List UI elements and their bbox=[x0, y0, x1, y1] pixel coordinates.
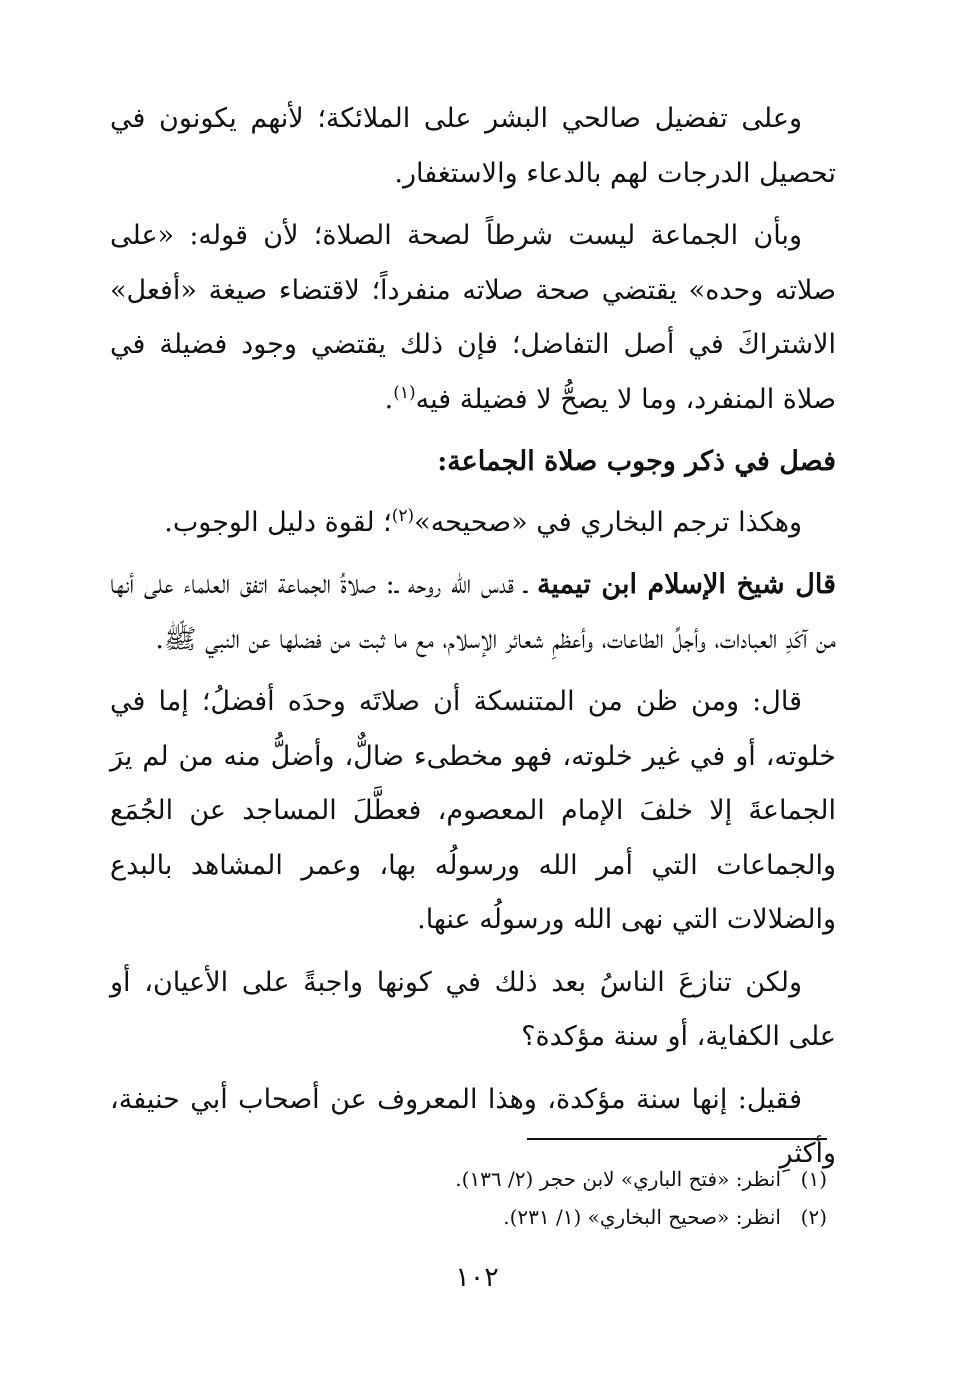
paragraph-5: قال: ومن ظن من المتنسكة أن صلاتَه وحدَه أفضلُ؛ إما في خلوته، أو في غير خلوته، فهو مخطىء ضالٌّ، وأضلُّ منه من لم يرَ الجماعةَ إلا خلفَ الإمام المعصوم، فعطَّلَ المساجد عن الجُمَع والجماعات التي أمر الله ورسولُه بها، وعمر المشاهد بالبدع والضلالات التي نهى الله ورسولُه عنها. bbox=[110, 686, 836, 935]
paragraph-4 bbox=[110, 558, 836, 667]
paragraph-6: ولكن تنازعَ الناسُ بعد ذلك في كونها واجبةً على الأعيان، أو على الكفاية، أو سنة مؤكدة؟ bbox=[110, 966, 836, 1052]
footnote-2 bbox=[300, 1198, 827, 1236]
footnote-separator bbox=[527, 1138, 827, 1140]
footnote-text: انظر: «فتح الباري» لابن حجر (٢/ ١٣٦). bbox=[455, 1167, 781, 1191]
paragraph-7: فقيل: إنها سنة مؤكدة، وهذا المعروف عن أصحاب أبي حنيفة، وأكثرِ bbox=[110, 1083, 836, 1169]
footnote-ref-2[interactable]: (٢) bbox=[391, 505, 415, 526]
page-number: ١٠٢ bbox=[455, 1262, 499, 1293]
paragraph-4-text: ـ قدس الله روحه ـ: صلاةُ الجماعة اتفق العلماء على أنها من آكَدِ العبادات، وأجلِّ الطاعات، وأعظمِ شعائر الإسلام، مع ما ثبت من فضلها عن النبي ﷺ. bbox=[110, 569, 836, 655]
quoted-author: قال شيخ الإسلام ابن تيمية bbox=[536, 569, 836, 600]
footnote-number: (٢) bbox=[800, 1205, 827, 1229]
paragraph-3-end: ؛ لقوة دليل الوجوب. bbox=[164, 506, 392, 538]
paragraph-2-end: . bbox=[384, 383, 394, 415]
main-text bbox=[110, 92, 836, 1190]
paragraph-1: وعلى تفضيل صالحي البشر على الملائكة؛ لأنهم يكونون في تحصيل الدرجات لهم بالدعاء والاستغفار. bbox=[110, 103, 836, 189]
footnote-ref-1[interactable]: (١) bbox=[393, 382, 416, 403]
section-heading: فصل في ذكر وجوب صلاة الجماعة: bbox=[437, 446, 836, 477]
footnotes bbox=[300, 1160, 827, 1236]
paragraph-3-text: وهكذا ترجم البخاري في «صحيحه» bbox=[414, 506, 802, 538]
footnote-text: انظر: «صحيح البخاري» (١/ ٢٣١). bbox=[503, 1205, 781, 1229]
paragraph-2 bbox=[110, 209, 836, 427]
footnote-number: (١) bbox=[800, 1167, 827, 1191]
footnote-1 bbox=[300, 1160, 827, 1198]
paragraph-3 bbox=[110, 496, 836, 551]
paragraph-2-text: وبأن الجماعة ليست شرطاً لصحة الصلاة؛ لأن قوله: «على صلاته وحده» يقتضي صحة صلاته منفرداً؛ لاقتضاء صيغة «أفعل» الاشتراكَ في أصل التفاضل؛ فإن ذلك يقتضي وجود فضيلة في صلاة المنفرد، وما لا يصحُّ لا فضيلة فيه bbox=[110, 220, 836, 415]
